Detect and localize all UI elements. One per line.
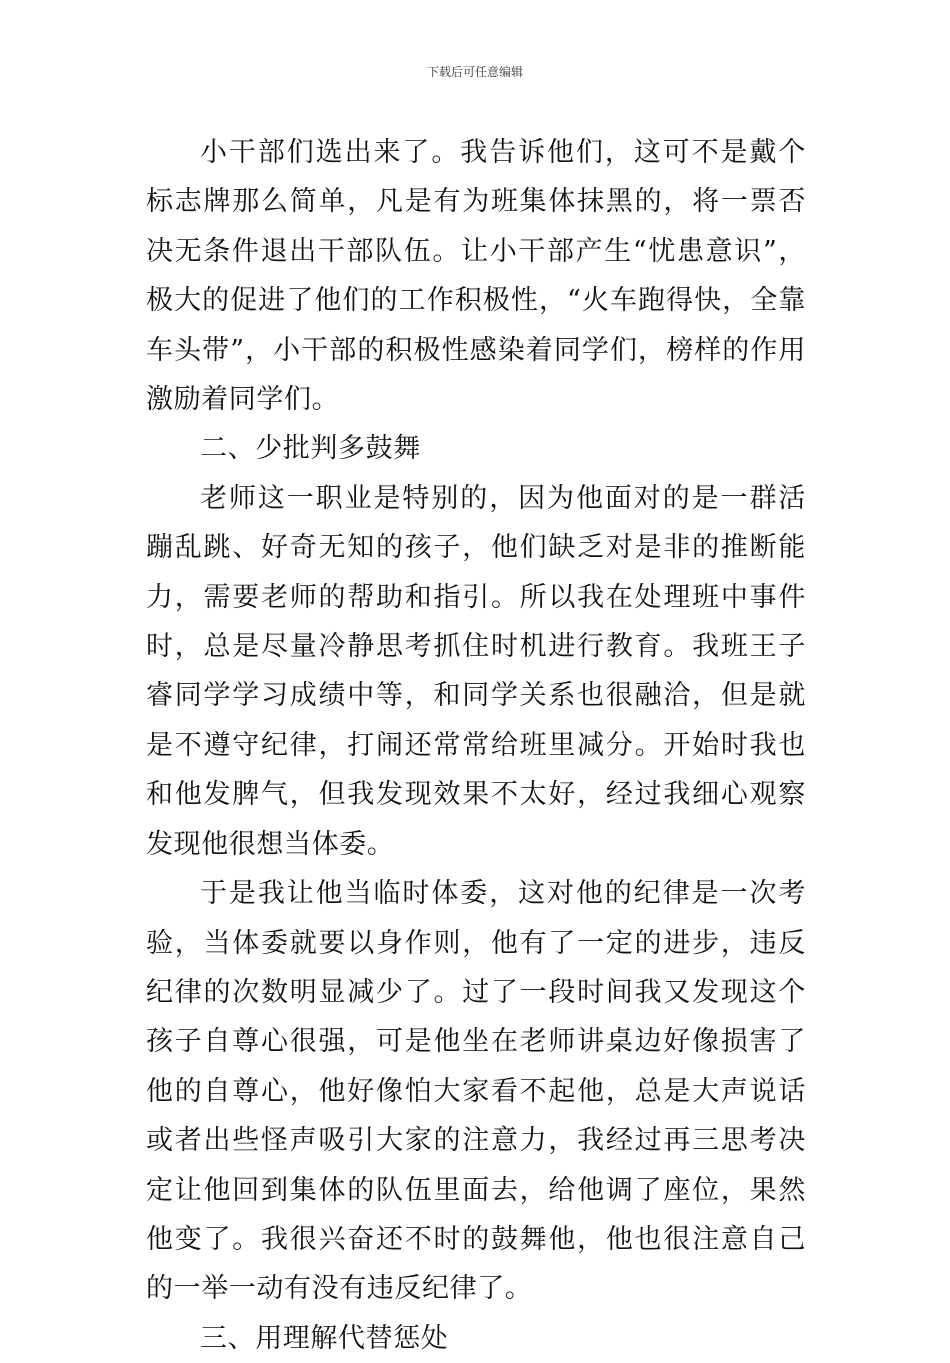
paragraph-temporary-monitor: 于是我让他当临时体委，这对他的纪律是一次考验，当体委就要以身作则，他有了一定的进步，违反纪律的次数明显减少了。过了一段时间我又发现这个孩子自尊心很强，可是他坐在老师讲桌边好像损害了他的自尊心，他好像怕大家看不起他，总是大声说话或者出些怪声吸引大家的注意力，我经过再三思考决定让他回到集体的队伍里面去，给他调了座位，果然他变了。我很兴奋还不时的鼓舞他，他也很注意自己的一举一动有没有违反纪律了。 — [146, 878, 806, 1305]
section-heading-encouragement: 二、少批判多鼓舞 — [200, 433, 421, 465]
paragraph-teacher-role: 老师这一职业是特别的，因为他面对的是一群活蹦乱跳、好奇无知的孩子，他们缺乏对是非的推断能力，需要老师的帮助和指引。所以我在处理班中事件时，总是尽量冷静思考抓住时机进行教育。我班王子睿同学学习成绩中等，和同学关系也很融洽，但是就是不遵守纪律，打闹还常常给班里减分。开始时我也和他发脾气，但我发现效果不太好，经过我细心观察发现他很想当体委。 — [146, 482, 806, 860]
section-heading-understanding: 三、用理解代替惩处 — [200, 1322, 449, 1354]
document-body — [146, 128, 806, 1363]
page-header: 下载后可任意编辑 — [426, 65, 523, 79]
paragraph-cadres: 小干部们选出来了。我告诉他们，这可不是戴个标志牌那么简单，凡是有为班集体抹黑的，将一票否决无条件退出干部队伍。让小干部产生“忧患意识”，极大的促进了他们的工作积极性，“火车跑得快，全靠车头带”，小干部的积极性感染着同学们，榜样的作用激励着同学们。 — [146, 137, 806, 416]
